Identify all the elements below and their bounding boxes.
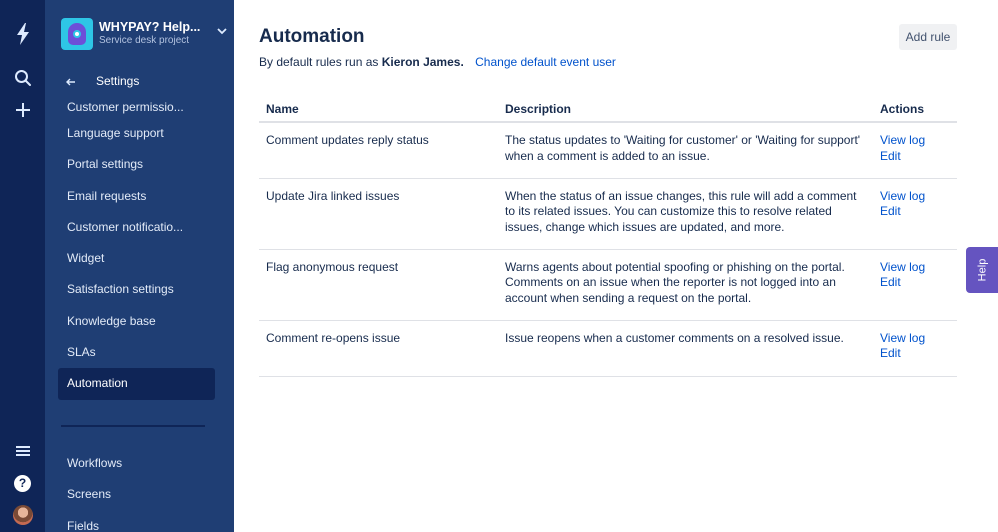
rule-description: Issue reopens when a customer comments on a resolved issue. (498, 320, 873, 376)
table-row (259, 122, 957, 178)
view-log-link[interactable]: View log (880, 330, 926, 345)
column-header-name: Name (259, 99, 498, 122)
change-default-user-link[interactable]: Change default event user (475, 55, 616, 69)
help-icon[interactable] (0, 471, 45, 495)
rule-description: Warns agents about potential spoofing or phishing on the portal. Comments on an issue when the reporter is not logged into an account when sending a request on the portal. (498, 249, 873, 320)
rule-actions (873, 122, 957, 178)
project-avatar-eye (73, 30, 81, 38)
project-avatar-face (68, 23, 86, 45)
sidebar-item-satisfaction-settings[interactable]: Satisfaction settings (67, 282, 174, 297)
rule-actions (873, 178, 957, 249)
rule-name: Update Jira linked issues (259, 178, 498, 249)
table-row (259, 320, 957, 376)
menu-icon[interactable] (0, 440, 45, 462)
sidebar-item-customer-permissions[interactable]: Customer permissio... (67, 100, 184, 114)
sidebar-item-portal-settings[interactable]: Portal settings (67, 157, 144, 172)
view-log-link[interactable]: View log (880, 259, 926, 274)
project-sidebar (45, 0, 234, 532)
edit-link[interactable]: Edit (880, 204, 901, 219)
help-tab[interactable] (966, 247, 998, 293)
chevron-down-icon[interactable] (217, 26, 227, 38)
edit-link[interactable]: Edit (880, 275, 901, 290)
view-log-link[interactable]: View log (880, 133, 926, 147)
sidebar-item-fields[interactable]: Fields (67, 518, 100, 532)
settings-nav-list-secondary (58, 448, 215, 532)
main-content (234, 0, 998, 532)
default-user-name: Kieron James. (381, 55, 464, 69)
sidebar-item-workflows[interactable]: Workflows (67, 456, 123, 470)
rule-name: Comment re-opens issue (259, 320, 498, 376)
avatar-image (13, 505, 33, 525)
sidebar-item-knowledge-base[interactable]: Knowledge base (67, 313, 156, 328)
rules-table (259, 99, 957, 377)
sidebar-item-customer-notifications[interactable]: Customer notificatio... (67, 219, 184, 234)
add-rule-button[interactable]: Add rule (899, 24, 957, 50)
edit-link[interactable]: Edit (880, 346, 901, 361)
sidebar-item-screens[interactable]: Screens (67, 487, 112, 502)
project-name: WHYPAY? Help... (99, 20, 201, 34)
settings-back-link[interactable] (66, 72, 139, 90)
settings-nav-list (58, 96, 215, 400)
plus-icon[interactable] (0, 96, 45, 124)
sidebar-item-slas[interactable]: SLAs (67, 345, 96, 360)
column-header-actions: Actions (873, 99, 957, 122)
sidebar-item-automation[interactable]: Automation (58, 368, 215, 399)
project-avatar (61, 18, 93, 50)
rule-actions (873, 320, 957, 376)
rule-name: Comment updates reply status (259, 122, 498, 178)
settings-label: Settings (96, 74, 140, 88)
table-row (259, 178, 957, 249)
rule-description: The status updates to 'Waiting for customer' or 'Waiting for support' when a comment is added to an issue. (498, 122, 873, 178)
default-user-line (259, 55, 616, 69)
search-icon[interactable] (0, 64, 45, 92)
page-title: Automation (259, 26, 365, 47)
view-log-link[interactable]: View log (880, 188, 926, 203)
help-tab-label: Help (976, 258, 988, 282)
project-type: Service desk project (99, 35, 190, 46)
arrow-left-icon (66, 75, 76, 89)
sidebar-item-language-support[interactable]: Language support (67, 126, 164, 140)
rule-actions (873, 249, 957, 320)
rule-name: Flag anonymous request (259, 249, 498, 320)
user-avatar[interactable] (0, 503, 45, 527)
project-header[interactable] (61, 18, 221, 50)
sidebar-divider (61, 425, 205, 427)
sidebar-item-widget[interactable]: Widget (67, 251, 105, 266)
column-header-description: Description (498, 99, 873, 122)
jira-logo-icon[interactable] (0, 20, 45, 48)
sidebar-item-email-requests[interactable]: Email requests (67, 188, 147, 203)
default-user-prefix: By default rules run as (259, 55, 379, 69)
rule-description: When the status of an issue changes, this rule will add a comment to its related issues. You can customize this to resolve related issues, change which issues are updated, and more. (498, 178, 873, 249)
table-header-row (259, 99, 957, 122)
edit-link[interactable]: Edit (880, 148, 901, 163)
table-row (259, 249, 957, 320)
help-glyph: ? (14, 475, 31, 492)
global-nav (0, 0, 45, 532)
